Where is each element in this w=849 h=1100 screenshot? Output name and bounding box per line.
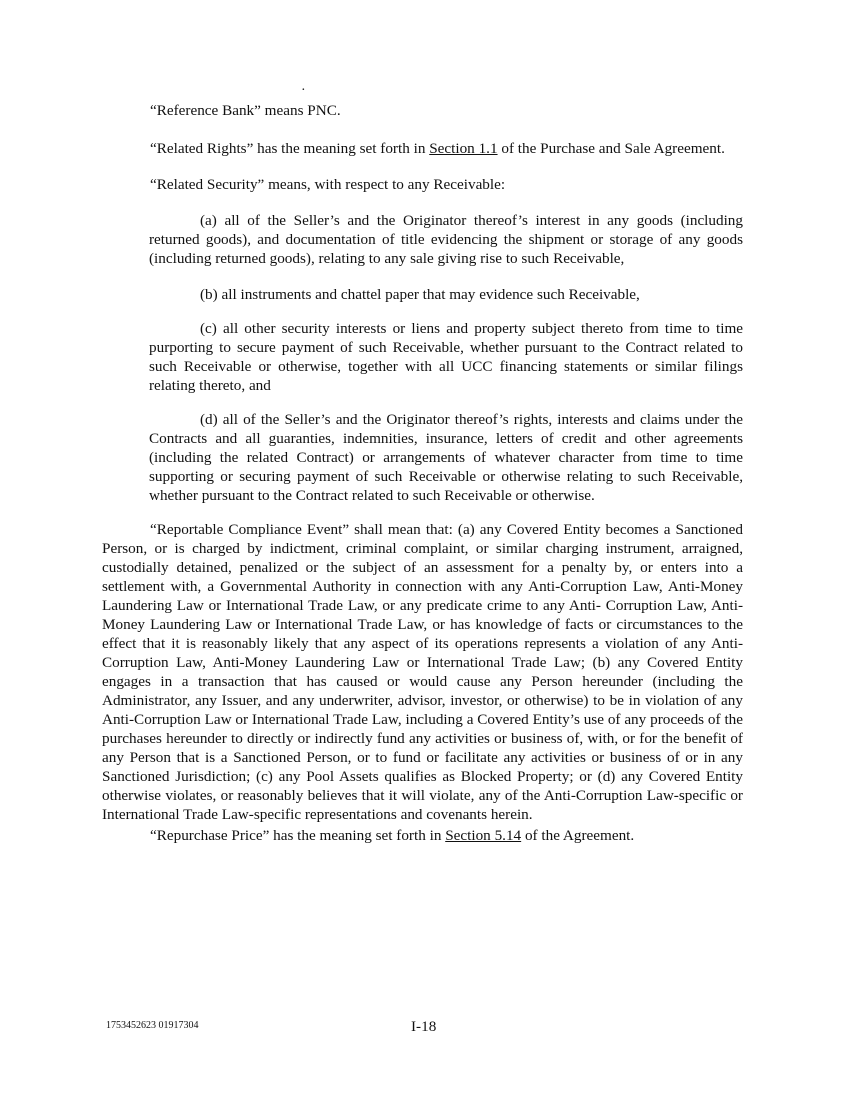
definitions-body <box>102 101 743 845</box>
def-repurchase-price-text: “Repurchase Price” has the meaning set forth in <box>150 827 446 844</box>
def-related-rights-tail: of the Purchase and Sale Agreement. <box>497 140 725 157</box>
related-security-item-d: (d) all of the Seller’s and the Originator thereof’s rights, interests and claims under the Contracts and all guaranties, indemnities, insurance, letters of credit and other agreements (including the related Contract) or arrangements of whatever character from time to time supporting or securing payment of such Receivable or otherwise relating to such Receivable, whether pursuant to the Contract related to such Receivable or otherwise. <box>149 411 743 504</box>
def-related-security: “Related Security” means, with respect to any Receivable: <box>150 176 506 193</box>
section-1-1-link[interactable]: Section 1.1 <box>429 140 498 157</box>
stray-dot-mark: · <box>301 83 306 98</box>
def-reference-bank: “Reference Bank” means PNC. <box>150 102 341 119</box>
footer-document-id: 1753452623 01917304 <box>106 1020 199 1031</box>
def-related-rights <box>102 139 743 158</box>
related-security-item-c: (c) all other security interests or liens and property subject thereto from time to time purporting to secure payment of such Receivable, whether pursuant to the Contract related to such Receivable or otherwise, together with all UCC financing statements or similar filings relating thereto, and <box>149 320 743 394</box>
def-related-rights-text: “Related Rights” has the meaning set forth in <box>150 140 430 157</box>
page-number: I-18 <box>411 1018 437 1035</box>
section-5-14-link[interactable]: Section 5.14 <box>445 827 522 844</box>
def-reportable-compliance-event: “Reportable Compliance Event” shall mean that: (a) any Covered Entity becomes a Sanctioned Person, or is charged by indictment, criminal complaint, or similar charging instrument, arraigned, custodially detained, penalized or the subject of an assessment for a penalty by, or enters into a settlement with, a Governmental Authority in connection with any Anti-Corruption Law, Anti-Money Laundering Law or International Trade Law, or any predicate crime to any Anti- Corruption Law, Anti-Money Laundering Law or International Trade Law, or has knowledge of facts or circumstances to the effect that it is reasonably likely that any aspect of its operations represents a violation of any Anti-Corruption Law, Anti-Money Laundering Law or International Trade Law; (b) any Covered Entity engages in a transaction that has caused or would cause any Person hereunder (including the Administrator, any Issuer, and any underwriter, advisor, investor, or otherwise) to be in violation of any Anti-Corruption Law or International Trade Law, including a Covered Entity’s use of any proceeds of the purchases hereunder to directly or indirectly fund any activities or business of, with, or for the benefit of any Person that is a Sanctioned Person, or to fund or facilitate any activities or business of or in any Sanctioned Jurisdiction; (c) any Pool Assets qualifies as Blocked Property; or (d) any Covered Entity otherwise violates, or reasonably believes that it will violate, any of the Anti-Corruption Law-specific or International Trade Law-specific representations and covenants herein. <box>102 521 743 823</box>
def-repurchase-price <box>102 826 743 845</box>
def-repurchase-price-tail: of the Agreement. <box>521 827 635 844</box>
related-security-item-b: (b) all instruments and chattel paper that may evidence such Receivable, <box>200 286 640 303</box>
related-security-item-a: (a) all of the Seller’s and the Originator thereof’s interest in any goods (including returned goods), and documentation of title evidencing the shipment or storage of any goods (including returned goods), relating to any sale giving rise to such Receivable, <box>149 212 743 267</box>
